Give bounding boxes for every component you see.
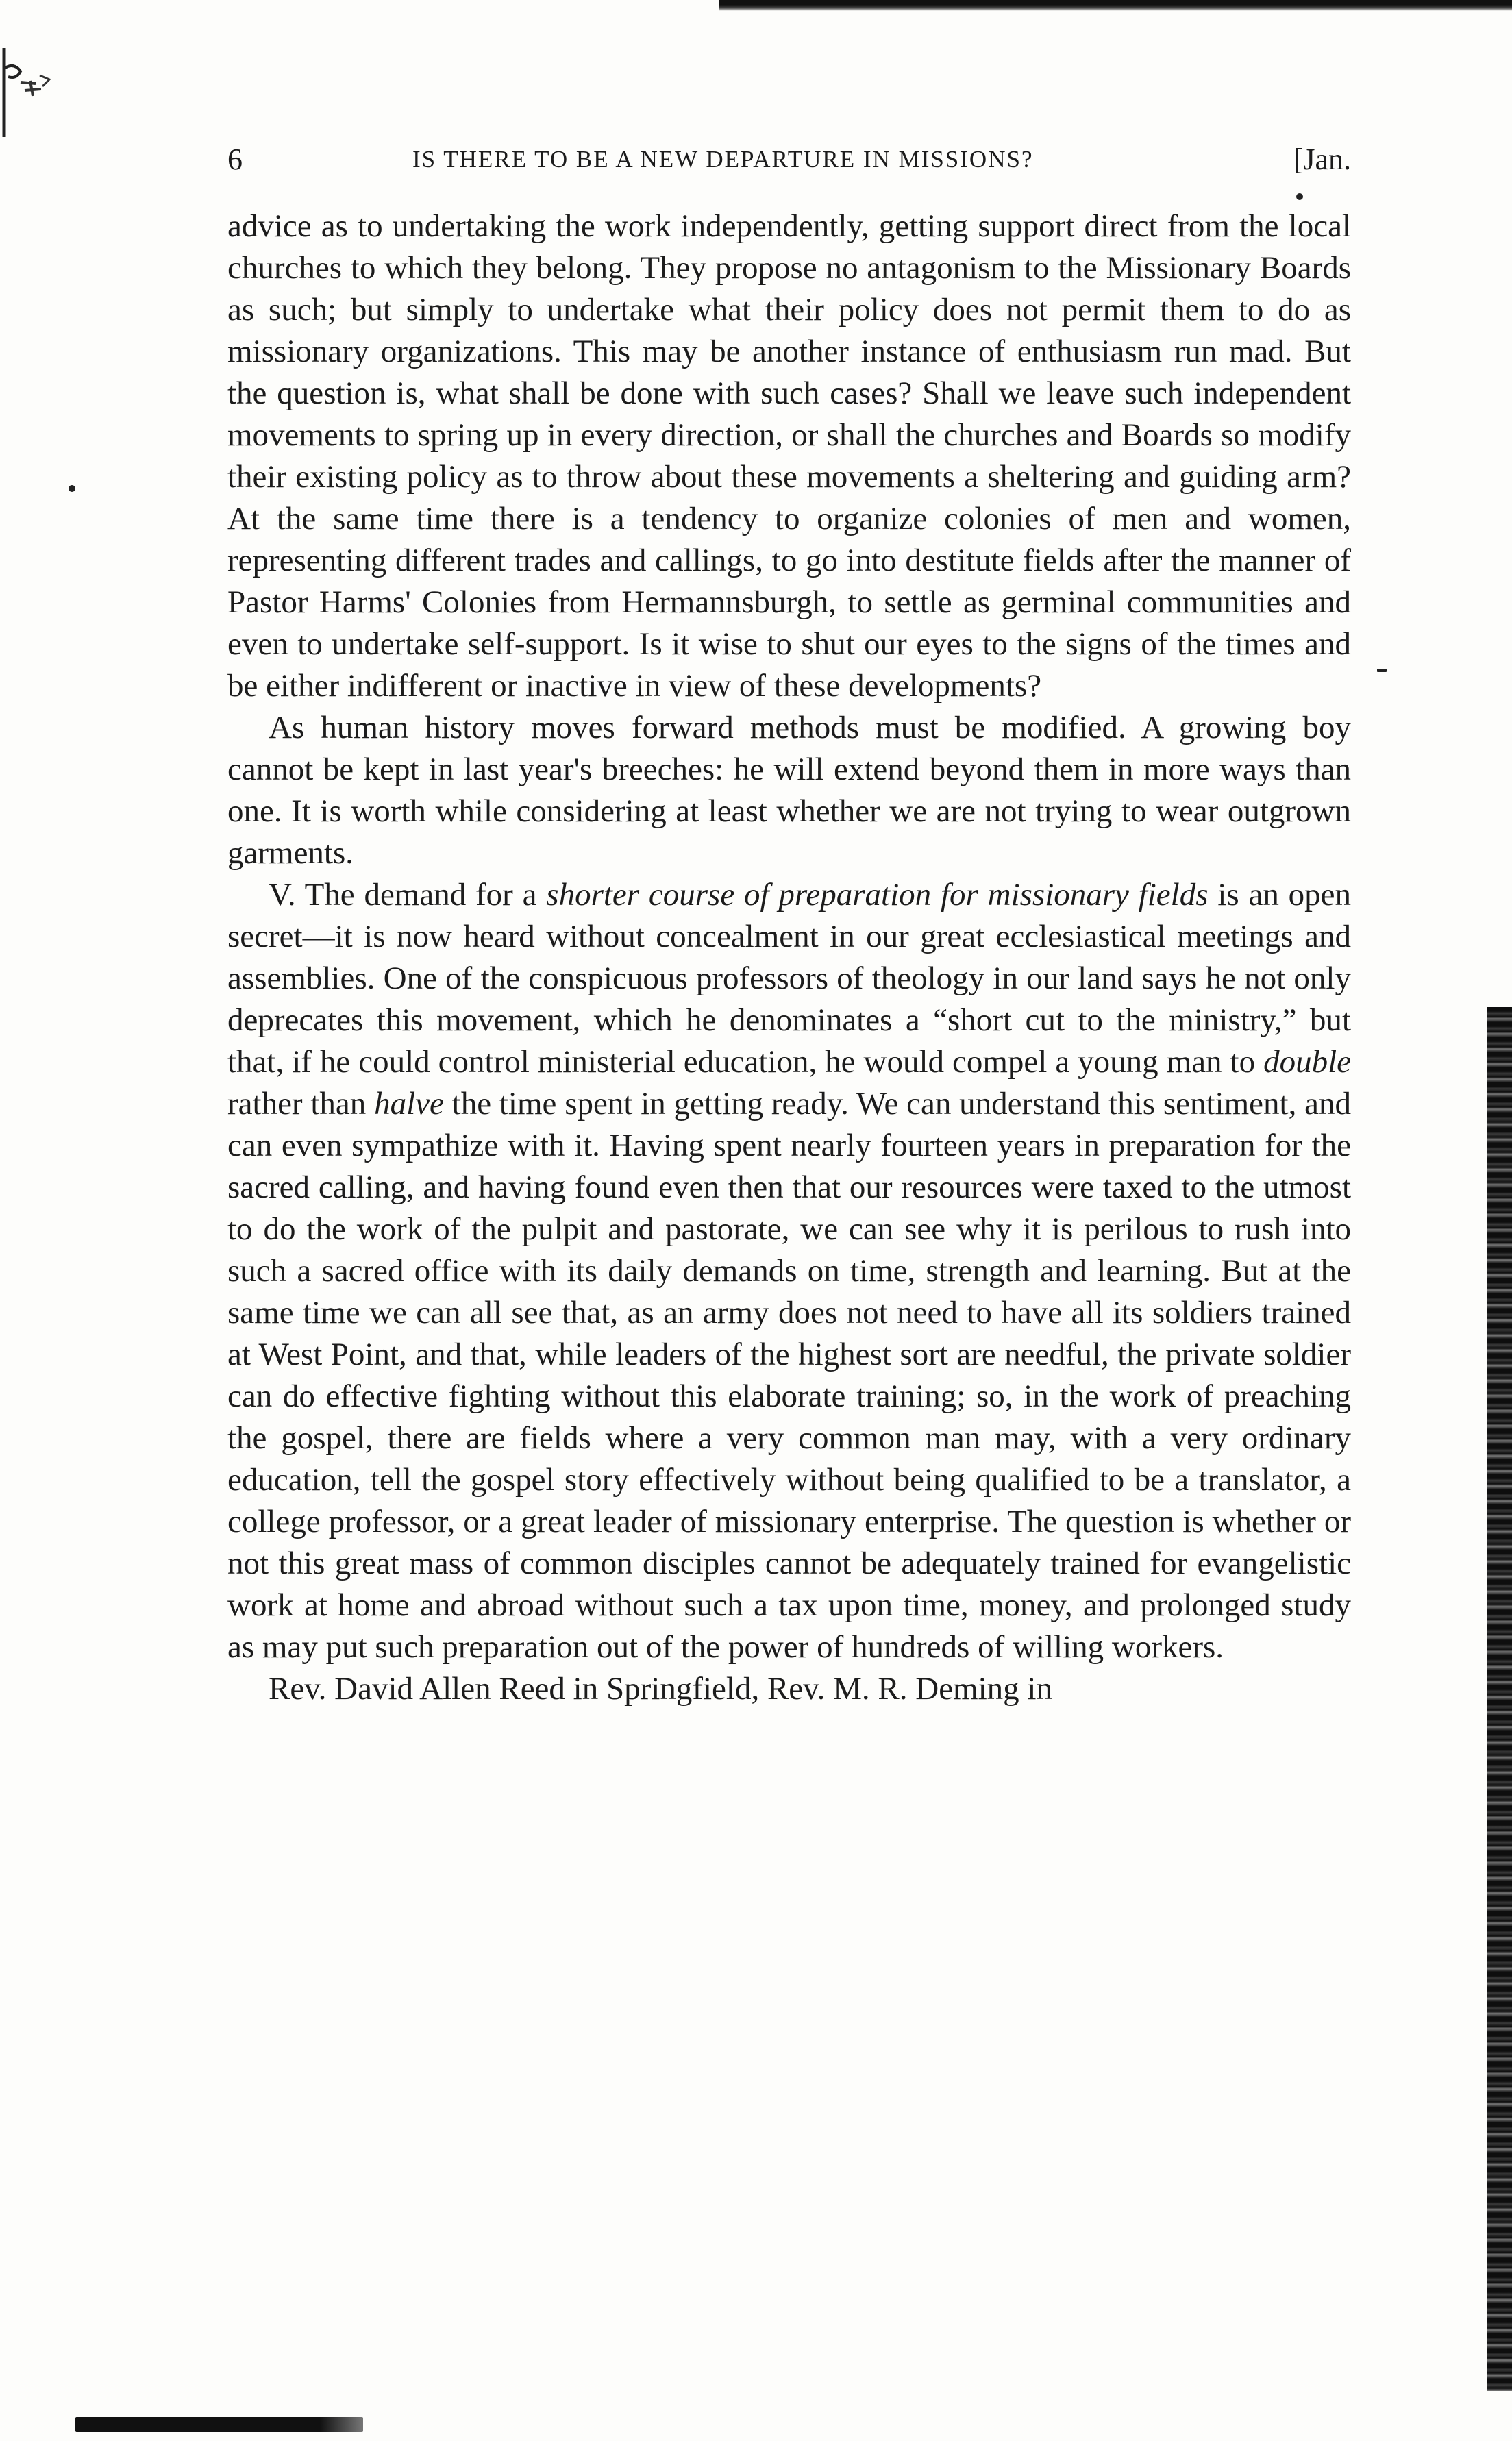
stray-ink-dash [1377, 669, 1387, 672]
stray-ink-dot [1296, 193, 1303, 200]
italic-word: halve [374, 1086, 444, 1122]
paragraph-independent-movements: advice as to undertaking the work independently, getting support direct from the local churches to which they belong. They propose no antagonism to the Missionary Boards as such; but simply to undertake what their policy does not permit them to do as missionary organizations. This may be another instance of enthusiasm run mad. But the question is, what shall be done with such cases? Shall we leave such independent movements to spring up in every direction, or shall the churches and Boards so modify their existing policy as to throw about these movements a sheltering and guiding arm? At the same time there is a tendency to organize colonies of men and women, representing different trades and callings, to go into destitute fields after the manner of Pastor Harms' Colonies from Hermannsburgh, to settle as germinal communities and even to undertake self-support. Is it wise to shut our eyes to the signs of the times and be either indifferent or inactive in view of these developments? [227, 208, 1351, 704]
text-run: is an open secret—it is now heard without concealment in our great ecclesiastical meetings and assemblies. One of the conspicuous professors of theology in our land says he not only deprecates this movement, which he denominates a “short cut to the ministry,” but that, if he could control ministerial education, he would compel a young man to [227, 877, 1351, 1080]
paragraph-names: Rev. David Allen Reed in Springfield, Rev. M. R. Deming in [269, 1671, 1052, 1707]
paragraph-methods-modified: As human history moves forward methods must be modified. A growing boy cannot be kept in last year's breeches: he will extend beyond them in more ways than one. It is worth while considering at least whether we are not trying to wear outgrown garments. [227, 710, 1351, 871]
page-header [227, 139, 1351, 180]
text-run: V. The demand for a [269, 877, 547, 913]
text-run: the time spent in getting ready. We can understand this sentiment, and can even sympathize with it. Having spent nearly fourteen years in preparation for the sacred calling, and having found even then that our resources were taxed to the utmost to do the work of the pulpit and pastorate, we can see why it is perilous to rush into such a sacred office with its daily demands on time, strength and learning. But at the same time we can all see that, as an army does not need to have all its soldiers trained at West Point, and that, while leaders of the highest sort are needful, the private soldier can do effective fighting without this elaborate training; so, in the work of preaching the gospel, there are fields where a very common man may, with a very ordinary education, tell the gospel story effectively without being qualified to be a translator, a college professor, or a great leader of missionary enterprise. The question is whether or not this great mass of common disciples cannot be adequately trained for evangelistic work at home and abroad without such a tax upon time, money, and prolonged study as may put such preparation out of the power of hundreds of willing workers. [227, 1086, 1351, 1665]
running-title: IS THERE TO BE A NEW DEPARTURE IN MISSIONS? [412, 146, 1034, 173]
page-number: 6 [227, 143, 243, 176]
italic-word: double [1263, 1044, 1351, 1080]
scan-edge-right [1487, 1007, 1512, 2391]
article-body [227, 206, 1351, 1710]
scan-edge-top [719, 0, 1512, 11]
stray-ink-dot [69, 485, 75, 492]
italic-phrase: shorter course of preparation for missionary fields [546, 877, 1209, 913]
scan-edge-bottom [75, 2417, 363, 2432]
paragraph-shorter-course [227, 874, 1351, 1668]
text-run: rather than [227, 1086, 375, 1122]
margin-scribble-mark [0, 41, 62, 144]
issue-date: [Jan. [1293, 143, 1351, 176]
